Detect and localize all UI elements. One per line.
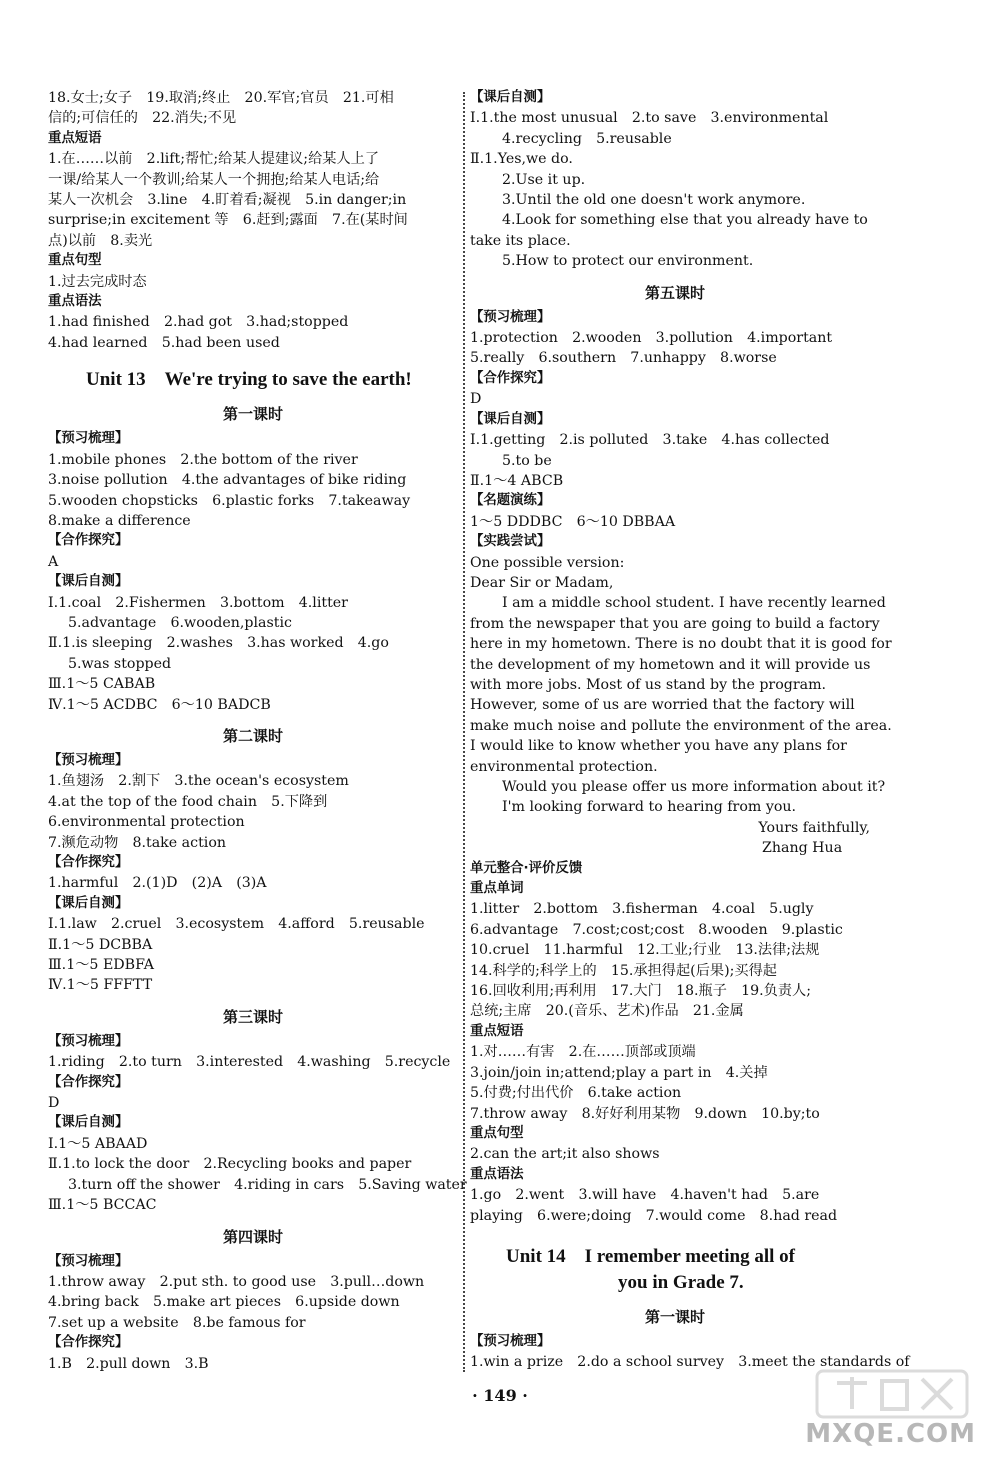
section-heading: 【合作探究】 — [470, 370, 551, 386]
text-line: 点)以前 8.卖光 — [48, 232, 153, 249]
text-line: 4.recycling 5.reusable — [502, 130, 672, 147]
text-line: 1.litter 2.bottom 3.fisherman 4.coal 5.ugly — [470, 901, 814, 918]
text-line: 3.join/join in;attend;play a part in 4.关掉 — [470, 1064, 768, 1081]
essay-line: environmental protection. — [470, 758, 658, 775]
section-heading: 【课后自测】 — [470, 411, 551, 427]
text-line: Ⅱ.1～4 ABCB — [470, 472, 564, 489]
text-line: Ⅰ.1.the most unusual 2.to save 3.environmental — [470, 110, 829, 127]
text-line: Ⅱ.1.Yes,we do. — [470, 151, 573, 168]
text-line: 16.回收利用;再利用 17.大门 18.瓶子 19.负责人; — [470, 983, 812, 1000]
text-line: D — [48, 1095, 60, 1112]
text-line: 6.advantage 7.cost;cost;cost 8.wooden 9.plastic — [470, 921, 843, 938]
text-line: Ⅲ.1～5 BCCAC — [48, 1197, 157, 1214]
text-line: 1.mobile phones 2.the bottom of the river — [48, 451, 358, 468]
text-line: 1.throw away 2.put sth. to good use 3.pull…down — [48, 1273, 425, 1290]
text-line: surprise;in excitement 等 6.赶到;露面 7.在(某时间 — [48, 212, 408, 229]
text-line: 8.make a difference — [48, 512, 191, 529]
text-line: Ⅱ.1.to lock the door 2.Recycling books and paper — [48, 1156, 412, 1173]
section-heading: 【课后自测】 — [48, 574, 129, 590]
section-heading: 【课后自测】 — [48, 1115, 129, 1131]
text-line: 1.harmful 2.(1)D (2)A (3)A — [48, 875, 267, 892]
lesson-title: 第五课时 — [644, 283, 705, 302]
text-line: 1.win a prize 2.do a school survey 3.meet the standards of — [470, 1354, 910, 1371]
essay-line: make much noise and pollute the environment of the area. — [470, 717, 892, 734]
essay-line: the development of my hometown and it will provide us — [470, 656, 871, 673]
section-heading: 重点句型 — [470, 1125, 524, 1141]
section-heading: 重点短语 — [48, 130, 102, 146]
essay-line: from the newspaper that you are going to build a factory — [470, 615, 880, 632]
text-line: Ⅳ.1～5 FFFTT — [48, 977, 153, 994]
section-heading: 【合作探究】 — [48, 533, 129, 549]
text-line: 7.throw away 8.好好利用某物 9.down 10.by;to — [470, 1105, 820, 1122]
section-heading: 【预习梳理】 — [48, 752, 129, 768]
lesson-title: 第二课时 — [222, 726, 283, 745]
text-line: 14.科学的;科学上的 15.承担得起(后果);买得起 — [470, 962, 777, 979]
section-heading: 【预习梳理】 — [48, 431, 129, 447]
essay-line: I would like to know whether you have any plans for — [470, 738, 847, 755]
text-line: 2.Use it up. — [502, 171, 586, 188]
essay-line: with more jobs. Most of us stand by the program. — [470, 676, 827, 693]
text-line: 1～5 DDDBC 6～10 DBBAA — [470, 513, 676, 530]
text-line: Ⅰ.1～5 ABAAD — [48, 1135, 148, 1152]
section-heading: 【预习梳理】 — [48, 1253, 129, 1269]
lesson-title: 第一课时 — [644, 1307, 705, 1326]
unit-14-title-cont: you in Grade 7. — [618, 1271, 744, 1293]
section-heading: 【课后自测】 — [470, 90, 551, 105]
text-line: Ⅱ.1～5 DCBBA — [48, 936, 153, 953]
text-line: 3.Until the old one doesn't work anymore. — [502, 192, 806, 209]
text-line: Ⅳ.1～5 ACDBC 6～10 BADCB — [48, 696, 271, 713]
text-line: 4.bring back 5.make art pieces 6.upside down — [48, 1294, 400, 1311]
section-heading: 单元整合·评价反馈 — [470, 860, 583, 876]
section-heading: 重点单词 — [470, 881, 524, 897]
watermark-text: MXQE.COM — [805, 1419, 976, 1449]
section-heading: 【名题演练】 — [470, 493, 551, 509]
left-column — [48, 88, 467, 1374]
text-line: Ⅱ.1.is sleeping 2.washes 3.has worked 4.go — [48, 635, 389, 652]
text-line: 4.had learned 5.had been used — [48, 334, 280, 351]
section-heading: 【合作探究】 — [48, 855, 129, 870]
text-line: Ⅰ.1.law 2.cruel 3.ecosystem 4.afford 5.reusable — [48, 916, 425, 933]
text-line: Ⅲ.1～5 CABAB — [48, 676, 156, 693]
text-line: Ⅰ.1.coal 2.Fishermen 3.bottom 4.litter — [48, 594, 348, 611]
section-heading: 【预习梳理】 — [470, 1333, 551, 1349]
essay-line: I'm looking forward to hearing from you. — [502, 799, 797, 816]
text-line: 5.was stopped — [68, 655, 172, 672]
text-line: 1.对……有害 2.在……顶部或顶端 — [470, 1044, 696, 1061]
essay-line: Would you please offer us more information about it? — [502, 779, 886, 795]
text-line: 7.濒危动物 8.take action — [48, 834, 226, 851]
text-line: 3.turn off the shower 4.riding in cars 5.Saving water — [68, 1176, 467, 1193]
text-line: A — [48, 553, 59, 570]
text-line: 总统;主席 20.(音乐、艺术)作品 21.金属 — [470, 1003, 744, 1020]
text-line: take its place. — [470, 232, 571, 249]
section-heading: 重点短语 — [470, 1023, 524, 1039]
text-line: 10.cruel 11.harmful 12.工业;行业 13.法律;法规 — [470, 942, 820, 959]
text-line: 1.protection 2.wooden 3.pollution 4.important — [470, 330, 833, 347]
text-line: 2.can the art;it also shows — [470, 1146, 660, 1163]
unit-13-title: Unit 13 We're trying to save the earth! — [86, 369, 412, 391]
text-line: 5.付费;付出代价 6.take action — [470, 1085, 682, 1102]
section-heading: 【合作探究】 — [48, 1074, 129, 1090]
column-divider — [463, 92, 465, 1372]
section-heading: 重点语法 — [48, 294, 102, 310]
section-heading: 【课后自测】 — [48, 895, 129, 911]
text-line: 4.Look for something else that you already have to — [502, 212, 868, 229]
page-number: · 149 · — [472, 1386, 528, 1405]
unit-14-title: Unit 14 I remember meeting all of — [506, 1245, 795, 1267]
text-line: playing 6.were;doing 7.would come 8.had read — [470, 1207, 838, 1224]
text-line: Ⅰ.1.getting 2.is polluted 3.take 4.has collected — [470, 432, 830, 449]
essay-line: I am a middle school student. I have recently learned — [502, 595, 886, 612]
text-line: 1.鱼翅汤 2.割下 3.the ocean's ecosystem — [48, 773, 349, 790]
text-line: 18.女士;女子 19.取消;终止 20.军官;官员 21.可相 — [48, 90, 394, 106]
text-line: 一课/给某人一个教训;给某人一个拥抱;给某人电话;给 — [48, 171, 380, 188]
text-line: 某人一次机会 3.line 4.盯着看;凝视 5.in danger;in — [48, 192, 407, 209]
text-line: One possible version: — [470, 554, 625, 571]
section-heading: 【实践尝试】 — [470, 534, 551, 550]
text-line: 6.environmental protection — [48, 814, 245, 831]
lesson-title: 第一课时 — [222, 405, 283, 424]
text-line: 信的;可信任的 22.消失;不见 — [48, 110, 237, 127]
text-line: Dear Sir or Madam, — [470, 574, 614, 591]
letter-closing: Yours faithfully, — [758, 819, 870, 836]
section-heading: 【合作探究】 — [48, 1335, 129, 1351]
section-heading: 【预习梳理】 — [470, 309, 551, 325]
text-line: 1.had finished 2.had got 3.had;stopped — [48, 314, 349, 331]
letter-signature: Zhang Hua — [762, 840, 843, 857]
text-line: 5.wooden chopsticks 6.plastic forks 7.takeaway — [48, 492, 411, 509]
section-heading: 重点语法 — [470, 1166, 524, 1182]
lesson-title: 第四课时 — [222, 1227, 283, 1246]
text-line: 5.advantage 6.wooden,plastic — [68, 614, 292, 631]
right-column — [470, 88, 910, 1373]
text-line: 5.really 6.southern 7.unhappy 8.worse — [470, 350, 777, 367]
text-line: 1.在……以前 2.lift;帮忙;给某人提建议;给某人上了 — [48, 151, 380, 168]
text-line: 1.go 2.went 3.will have 4.haven't had 5.are — [470, 1187, 820, 1204]
text-line: 4.at the top of the food chain 5.下降到 — [48, 793, 328, 810]
text-line: 1.riding 2.to turn 3.interested 4.washing 5.recycle — [48, 1054, 451, 1071]
text-line: 5.How to protect our environment. — [502, 253, 754, 270]
text-line: 5.to be — [502, 452, 552, 469]
lesson-title: 第三课时 — [222, 1007, 283, 1026]
text-line: 3.noise pollution 4.the advantages of bike riding — [48, 472, 407, 489]
text-line: Ⅲ.1～5 EDBFA — [48, 957, 154, 974]
text-line: D — [470, 391, 482, 408]
section-heading: 【预习梳理】 — [48, 1033, 129, 1049]
section-heading: 重点句型 — [48, 253, 102, 269]
essay-line: However, some of us are worried that the factory will — [470, 697, 855, 714]
text-line: 1.B 2.pull down 3.B — [48, 1355, 209, 1372]
text-line: 7.set up a website 8.be famous for — [48, 1314, 306, 1331]
text-line: 1.过去完成时态 — [48, 273, 147, 290]
essay-line: here in my hometown. There is no doubt that it is good for — [470, 636, 892, 653]
